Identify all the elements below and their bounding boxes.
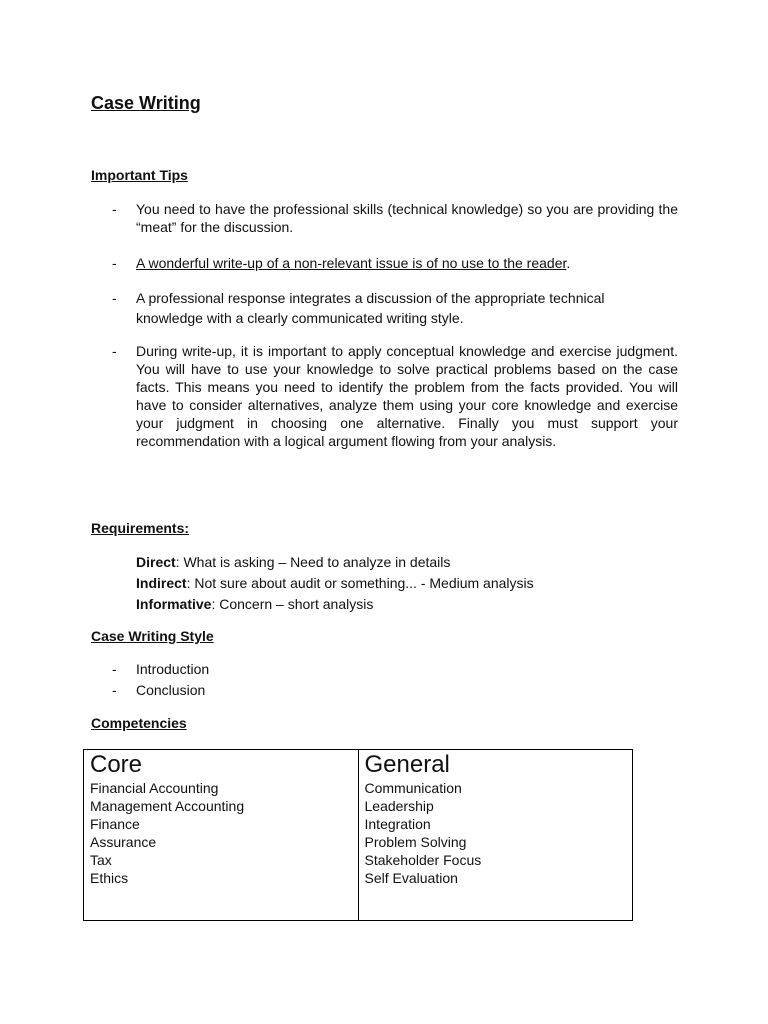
requirement-item [136,573,534,594]
requirement-item [136,552,534,573]
requirement-desc: : What is asking – Need to analyze in details [175,554,451,570]
tip-text: During write-up, it is important to apply conceptual knowledge and exercise judgment. You will have to use your knowledge to solve practical problems based on the case facts. This means you need to identify the problem from the facts provided. You will have to consider alternatives, analyze them using your core knowledge and exercise your judgment in choosing one alternative. Finally you must support your recommendation with a logical argument flowing from your analysis. [136,343,678,449]
page-title: Case Writing [91,93,201,113]
competency-list [365,779,627,887]
column-title: General [364,751,450,778]
competency-item: Self Evaluation [364,870,458,886]
requirement-term: Informative [136,596,212,612]
dash-bullet: - [112,661,117,677]
tip-text: You need to have the professional skills (technical knowledge) so you are providing the “meat” for the discussion. [136,201,678,235]
list-item-text: Introduction [136,661,210,677]
competency-item: Assurance [90,834,157,850]
dash-bullet: - [112,255,117,271]
important-tips-list [91,200,678,450]
competency-item: Ethics [90,870,129,886]
case-writing-style-heading: Case Writing Style [91,628,214,644]
tip-text-line2: knowledge with a clearly communicated writing style. [136,310,464,326]
competency-item: Integration [364,816,431,832]
list-item [91,659,209,680]
requirements-list [136,552,534,615]
requirement-desc: : Concern – short analysis [211,596,374,612]
tip-item [91,342,678,450]
list-item [91,680,209,701]
tip-underlined-text: A wonderful write-up of a non-relevant issue is of no use to the reader [136,255,567,271]
requirement-term: Indirect [136,575,187,591]
tip-text-line1: A professional response integrates a discussion of the appropriate technical [136,290,605,306]
competency-item: Problem Solving [364,834,467,850]
dash-bullet: - [112,343,117,359]
case-writing-style-list [91,659,209,701]
tip-item [91,289,678,327]
competencies-table [83,749,633,921]
general-column [358,750,633,920]
competency-item: Management Accounting [90,798,245,814]
tip-item [91,200,678,236]
core-column [84,750,358,920]
requirement-desc: : Not sure about audit or something... - Medium analysis [186,575,534,591]
competency-item: Tax [90,852,112,868]
column-title: Core [90,751,143,778]
list-item-text: Conclusion [136,682,206,698]
competency-item: Financial Accounting [90,780,219,796]
tip-trailing-period: . [566,255,571,271]
requirement-item [136,594,534,615]
competency-list [90,779,352,887]
requirements-heading: Requirements: [91,520,190,536]
competency-item: Finance [90,816,140,832]
competencies-heading: Competencies [91,715,187,731]
competency-item: Stakeholder Focus [364,852,482,868]
dash-bullet: - [112,201,117,217]
tip-item [91,254,678,272]
dash-bullet: - [112,682,117,698]
important-tips-heading: Important Tips [91,167,188,183]
dash-bullet: - [112,290,117,306]
requirement-term: Direct [136,554,176,570]
competency-item: Communication [364,780,462,796]
competency-item: Leadership [364,798,434,814]
